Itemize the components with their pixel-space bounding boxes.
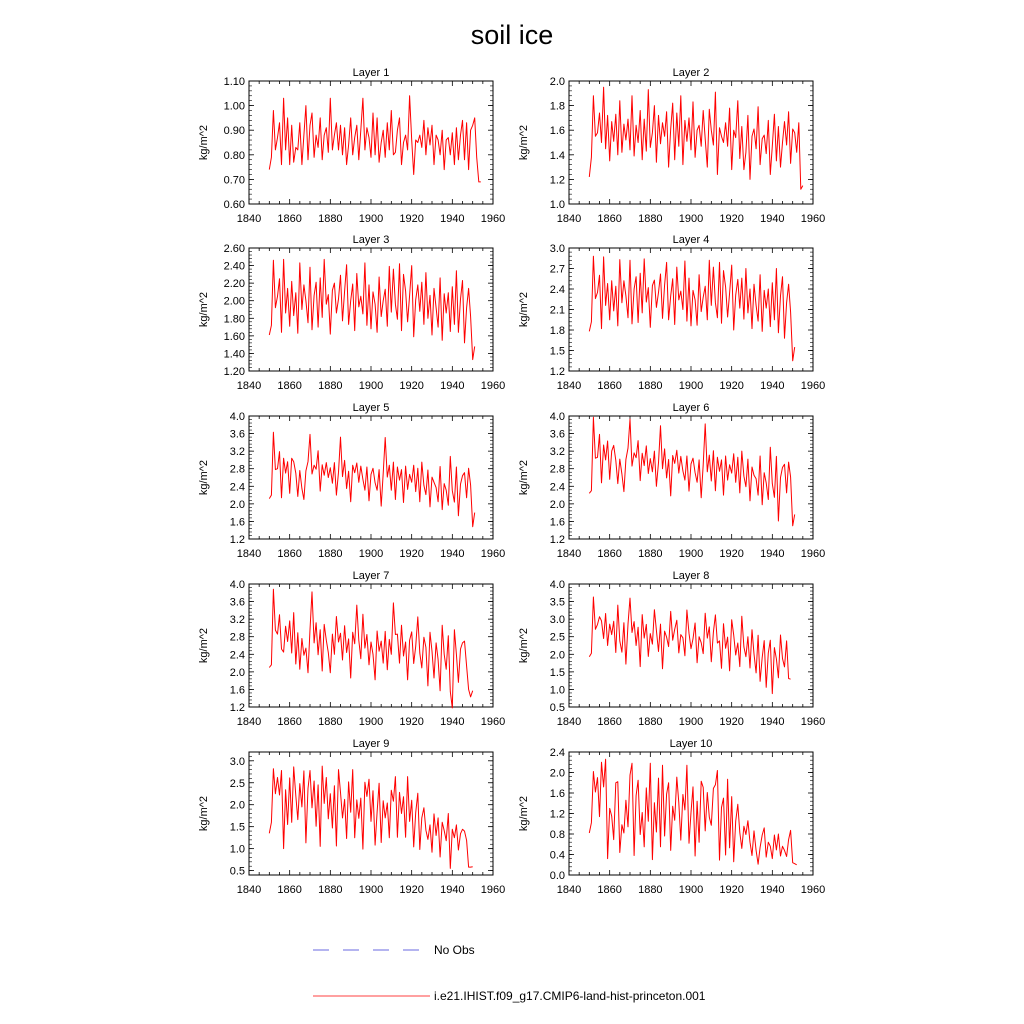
- x-tick-label: 1900: [358, 380, 384, 392]
- x-tick-label: 1900: [678, 884, 704, 896]
- x-tick-label: 1860: [597, 380, 622, 392]
- x-tick-label: 1860: [277, 213, 302, 225]
- series-line: [269, 589, 472, 708]
- y-tick-label: 3.2: [229, 614, 245, 627]
- x-tick-label: 1900: [678, 716, 704, 728]
- y-tick-label: 2.0: [229, 799, 245, 812]
- panel-title: Layer 5: [352, 402, 390, 414]
- y-axis-label: kg/m^2: [518, 627, 530, 664]
- x-tick-label: 1840: [236, 213, 262, 225]
- y-tick-label: 2.4: [229, 481, 245, 494]
- y-axis-label: kg/m^2: [198, 291, 210, 328]
- panel-layer-10: [518, 738, 825, 896]
- y-axis-label: kg/m^2: [518, 795, 530, 832]
- x-tick-label: 1920: [719, 213, 744, 225]
- y-tick-label: 3.6: [229, 428, 245, 441]
- x-tick-label: 1880: [638, 213, 663, 225]
- y-tick-label: 2.60: [223, 243, 245, 255]
- y-tick-label: 1.2: [549, 808, 565, 821]
- y-axis-label: kg/m^2: [198, 459, 210, 496]
- legend-obs-label: No Obs: [434, 943, 475, 957]
- x-tick-label: 1900: [678, 380, 704, 392]
- x-tick-label: 1960: [800, 380, 826, 392]
- panel-title: Layer 8: [672, 570, 710, 582]
- x-tick-label: 1920: [399, 716, 424, 728]
- x-tick-label: 1840: [236, 884, 262, 896]
- y-tick-label: 1.10: [223, 76, 245, 88]
- x-tick-label: 1960: [480, 213, 506, 225]
- panel-layer-3: [198, 234, 505, 392]
- x-tick-label: 1880: [318, 380, 343, 392]
- x-tick-label: 1880: [318, 716, 343, 728]
- y-tick-label: 2.8: [229, 463, 245, 476]
- x-tick-label: 1940: [440, 213, 465, 225]
- panel-layer-2: [518, 67, 825, 225]
- y-axis-label: kg/m^2: [518, 459, 530, 496]
- y-tick-label: 1.5: [229, 821, 245, 834]
- x-tick-label: 1840: [556, 548, 582, 560]
- x-tick-label: 1920: [719, 548, 744, 560]
- x-tick-label: 1880: [638, 380, 663, 392]
- plot-frame: [569, 248, 813, 371]
- legend-entry-obs: [313, 943, 475, 957]
- panel-layer-4: [518, 234, 825, 392]
- y-tick-label: 2.1: [549, 304, 565, 317]
- y-tick-label: 1.8: [549, 100, 565, 113]
- y-tick-label: 0.4: [549, 849, 565, 862]
- panel-title: Layer 6: [672, 402, 710, 414]
- x-tick-label: 1900: [358, 213, 384, 225]
- panel-title: Layer 3: [352, 234, 390, 246]
- x-tick-label: 1920: [399, 548, 424, 560]
- y-tick-label: 0.90: [223, 125, 245, 138]
- y-tick-label: 1.40: [223, 348, 245, 361]
- x-tick-label: 1860: [277, 548, 302, 560]
- x-tick-label: 1940: [440, 716, 465, 728]
- y-tick-label: 1.8: [549, 325, 565, 337]
- x-tick-label: 1840: [236, 548, 262, 560]
- y-tick-label: 3.2: [229, 446, 245, 459]
- y-axis-label: kg/m^2: [518, 291, 530, 328]
- x-tick-label: 1960: [800, 716, 826, 728]
- y-tick-label: 0.8: [549, 829, 565, 841]
- x-tick-label: 1920: [719, 380, 744, 392]
- x-tick-label: 1860: [277, 380, 302, 392]
- panel-title: Layer 2: [672, 67, 710, 79]
- x-tick-label: 1940: [760, 380, 785, 392]
- y-tick-label: 1.5: [549, 345, 565, 358]
- y-tick-label: 1.2: [549, 174, 565, 187]
- y-tick-label: 3.5: [549, 596, 565, 609]
- y-tick-label: 0.80: [223, 149, 245, 162]
- x-tick-label: 1840: [236, 380, 262, 392]
- y-tick-label: 1.4: [549, 149, 565, 162]
- x-tick-label: 1920: [399, 380, 424, 392]
- y-tick-label: 1.6: [229, 516, 245, 529]
- y-tick-label: 2.7: [549, 263, 565, 276]
- y-tick-label: 1.2: [549, 366, 565, 378]
- x-tick-label: 1860: [597, 213, 622, 225]
- y-tick-label: 0.60: [223, 199, 245, 211]
- x-tick-label: 1920: [399, 213, 424, 225]
- y-tick-label: 2.4: [549, 747, 565, 759]
- y-tick-label: 0.0: [549, 870, 565, 882]
- x-tick-label: 1940: [440, 380, 465, 392]
- y-tick-label: 3.0: [549, 614, 565, 627]
- y-tick-label: 3.2: [549, 446, 565, 459]
- x-tick-label: 1960: [480, 716, 506, 728]
- y-tick-label: 1.2: [229, 534, 245, 546]
- y-tick-label: 1.2: [229, 702, 245, 714]
- x-tick-label: 1840: [556, 213, 582, 225]
- x-tick-label: 1960: [480, 548, 506, 560]
- x-tick-label: 1880: [638, 716, 663, 728]
- plot-frame: [569, 416, 813, 539]
- x-tick-label: 1900: [358, 548, 384, 560]
- x-tick-label: 1940: [760, 213, 785, 225]
- panel-layer-9: [198, 738, 505, 896]
- x-tick-label: 1920: [719, 716, 744, 728]
- y-axis-label: kg/m^2: [198, 124, 210, 161]
- series-line: [589, 87, 803, 189]
- y-tick-label: 0.5: [229, 865, 245, 878]
- y-tick-label: 4.0: [229, 411, 245, 423]
- panel-title: Layer 10: [669, 738, 713, 750]
- panel-layer-1: [198, 67, 505, 225]
- panel-layer-5: [198, 402, 505, 560]
- y-tick-label: 4.0: [549, 411, 565, 423]
- panel-title: Layer 7: [352, 570, 390, 582]
- y-tick-label: 2.40: [223, 260, 245, 273]
- y-tick-label: 2.0: [549, 76, 565, 88]
- y-tick-label: 1.6: [229, 684, 245, 697]
- series-line: [589, 597, 790, 694]
- x-tick-label: 1960: [800, 213, 826, 225]
- x-tick-label: 1860: [277, 716, 302, 728]
- y-tick-label: 1.0: [229, 843, 245, 856]
- y-tick-label: 2.5: [229, 777, 245, 790]
- y-tick-label: 1.6: [549, 788, 565, 800]
- x-tick-label: 1860: [597, 884, 622, 896]
- x-tick-label: 1840: [556, 884, 582, 896]
- y-tick-label: 1.0: [549, 199, 565, 211]
- y-tick-label: 2.0: [229, 498, 245, 511]
- x-tick-label: 1880: [318, 548, 343, 560]
- y-tick-label: 1.5: [549, 666, 565, 679]
- panel-layer-8: [518, 570, 825, 728]
- x-tick-label: 1960: [800, 548, 826, 560]
- panels: [198, 67, 825, 896]
- y-tick-label: 2.00: [223, 295, 245, 308]
- y-axis-label: kg/m^2: [518, 124, 530, 161]
- x-tick-label: 1860: [597, 716, 622, 728]
- y-axis-label: kg/m^2: [198, 627, 210, 664]
- y-tick-label: 3.0: [229, 755, 245, 768]
- x-tick-label: 1880: [318, 884, 343, 896]
- y-tick-label: 1.6: [549, 516, 565, 529]
- series-line: [589, 417, 794, 526]
- y-tick-label: 1.2: [549, 534, 565, 546]
- panel-layer-6: [518, 402, 825, 560]
- y-tick-label: 1.20: [223, 366, 245, 378]
- x-tick-label: 1840: [556, 380, 582, 392]
- y-tick-label: 1.60: [223, 330, 245, 343]
- series-line: [589, 256, 794, 361]
- x-tick-label: 1840: [236, 716, 262, 728]
- y-tick-label: 2.8: [549, 463, 565, 476]
- legend-entry-model: [313, 989, 706, 1003]
- y-tick-label: 2.20: [223, 278, 245, 291]
- x-tick-label: 1920: [399, 884, 424, 896]
- x-tick-label: 1960: [800, 884, 826, 896]
- x-tick-label: 1840: [556, 716, 582, 728]
- x-tick-label: 1940: [760, 716, 785, 728]
- x-tick-label: 1940: [760, 884, 785, 896]
- x-tick-label: 1960: [480, 884, 506, 896]
- legend-model-label: i.e21.IHIST.f09_g17.CMIP6-land-hist-princeton.001: [434, 989, 706, 1003]
- x-tick-label: 1860: [277, 884, 302, 896]
- x-tick-label: 1880: [638, 884, 663, 896]
- x-tick-label: 1940: [440, 884, 465, 896]
- panel-title: Layer 4: [672, 234, 710, 246]
- y-tick-label: 4.0: [229, 579, 245, 591]
- y-tick-label: 2.0: [549, 649, 565, 662]
- series-line: [589, 759, 796, 865]
- y-tick-label: 1.00: [223, 100, 245, 113]
- x-tick-label: 1860: [597, 548, 622, 560]
- x-tick-label: 1900: [678, 548, 704, 560]
- series-line: [269, 432, 474, 526]
- series-line: [269, 96, 481, 182]
- y-tick-label: 2.0: [549, 498, 565, 511]
- x-tick-label: 1900: [678, 213, 704, 225]
- y-tick-label: 0.5: [549, 702, 565, 714]
- y-tick-label: 2.0: [229, 666, 245, 679]
- panel-layer-7: [198, 570, 505, 728]
- x-tick-label: 1880: [318, 213, 343, 225]
- x-tick-label: 1960: [480, 380, 506, 392]
- y-tick-label: 4.0: [549, 579, 565, 591]
- x-tick-label: 1920: [719, 884, 744, 896]
- y-tick-label: 3.0: [549, 243, 565, 255]
- y-tick-label: 1.6: [549, 125, 565, 138]
- y-axis-label: kg/m^2: [198, 795, 210, 832]
- y-tick-label: 2.4: [549, 284, 565, 296]
- y-tick-label: 3.6: [229, 596, 245, 609]
- series-line: [269, 766, 472, 868]
- y-tick-label: 2.4: [229, 649, 245, 662]
- x-tick-label: 1900: [358, 716, 384, 728]
- y-tick-label: 3.6: [549, 428, 565, 441]
- y-tick-label: 2.5: [549, 631, 565, 644]
- y-tick-label: 1.0: [549, 684, 565, 697]
- panel-title: Layer 9: [352, 738, 390, 750]
- x-tick-label: 1940: [760, 548, 785, 560]
- panel-title: Layer 1: [352, 67, 390, 79]
- y-tick-label: 2.0: [549, 767, 565, 780]
- y-tick-label: 1.80: [223, 313, 245, 326]
- y-tick-label: 2.8: [229, 631, 245, 644]
- x-tick-label: 1880: [638, 548, 663, 560]
- x-tick-label: 1900: [358, 884, 384, 896]
- legend: [313, 943, 706, 1003]
- series-line: [269, 259, 474, 359]
- figure-title: soil ice: [470, 20, 554, 50]
- y-tick-label: 0.70: [223, 174, 245, 187]
- x-tick-label: 1940: [440, 548, 465, 560]
- y-tick-label: 2.4: [549, 481, 565, 494]
